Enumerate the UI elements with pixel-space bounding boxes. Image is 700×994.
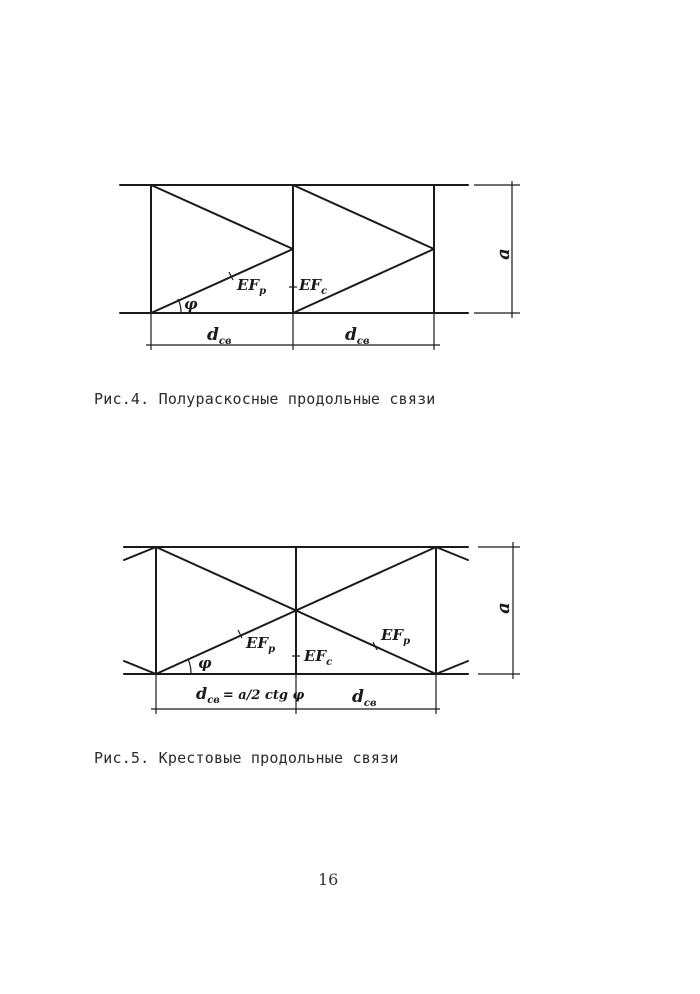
fig5-label-d-2: $d_{cв}$ [352,687,377,709]
fig5-label-a: a [493,602,514,614]
fig5-label-ef-p-1: $EF_p$ [246,634,276,655]
fig4-label-a: a [493,248,514,260]
fig4-label-phi: φ [184,295,198,313]
fig5-label-ef-p-2: $EF_p$ [381,626,411,647]
fig4-diagonal-1a [151,185,293,249]
fig4-angle-arc [178,299,181,313]
fig5-label-d-formula: $d_{cв}$ $^{= a/2 ctg \varphi}$ [196,684,305,706]
fig4-label-ef-p: $EF_p$ [237,276,267,297]
figure-4-caption: Рис.4. Полураскосные продольные связи [94,390,436,408]
fig5-label-phi: φ [198,654,212,672]
fig4-label-d-2: $d_{cв}$ [345,325,370,347]
fig5-angle-arc [188,659,191,674]
fig4-label-ef-c: $EF_c$ [299,276,328,297]
fig4-label-d-1: $d_{cв}$ [207,325,232,347]
fig5-left-stub-top [124,547,156,560]
fig5-right-stub-bottom [436,661,468,674]
fig4-diagonal-2a [293,185,434,249]
figure-5-caption: Рис.5. Крестовые продольные связи [94,749,399,767]
fig5-left-stub-bottom [124,661,156,674]
fig5-label-ef-c: $EF_c$ [304,647,333,668]
fig5-right-stub-top [436,547,468,560]
page-number: 16 [318,870,339,889]
fig4-diagonal-1b [151,249,293,313]
